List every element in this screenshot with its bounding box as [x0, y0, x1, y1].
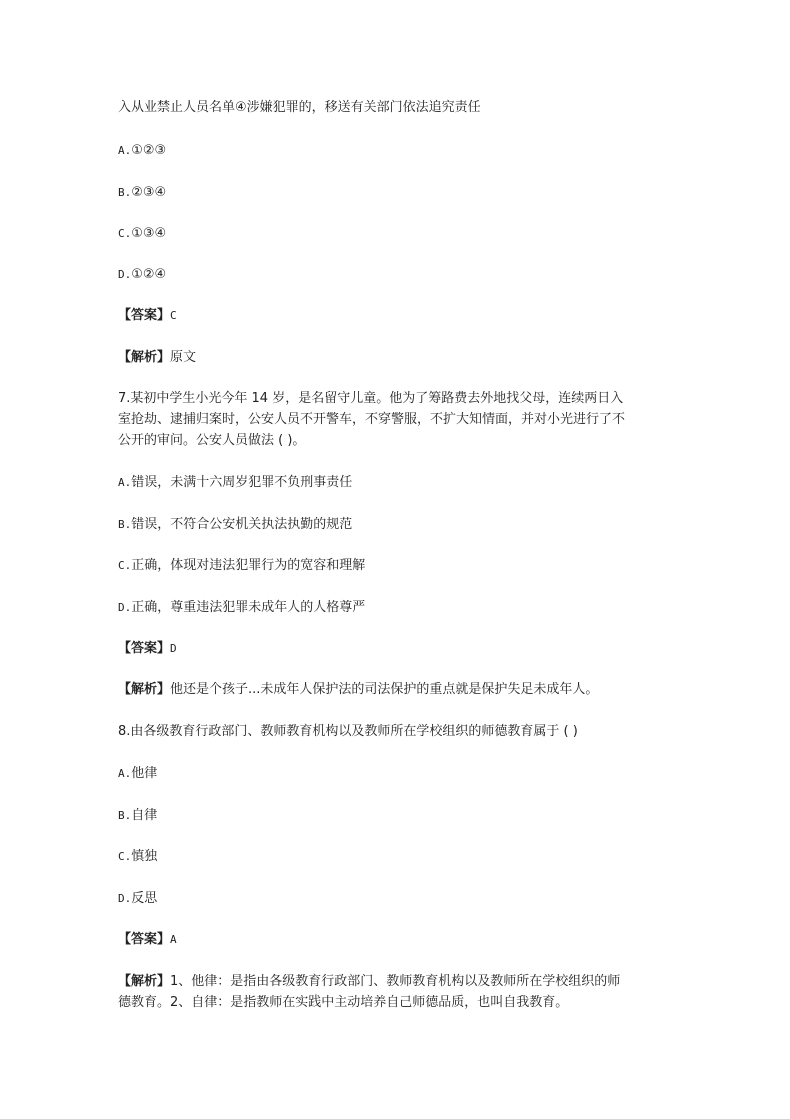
option-text: ①②③: [131, 143, 167, 158]
question-7-line-3: 公开的审问。公安人员做法 ( )。: [118, 433, 306, 448]
analysis-text: 他还是个孩子...未成年人保护法的司法保护的重点就是保护失足未成年人。: [170, 682, 599, 697]
answer-value: C: [170, 309, 177, 322]
analysis-row: [118, 347, 678, 368]
analysis-label: 【解析】: [118, 350, 171, 365]
option-b: [118, 514, 678, 535]
option-text: 慎独: [131, 849, 158, 864]
option-b: [118, 182, 678, 203]
analysis-row: [118, 679, 678, 700]
question-8: 8.由各级教育行政部门、教师教育机构以及教师所在学校组织的师德教育属于 ( ): [118, 724, 578, 739]
option-text: 正确，尊重违法犯罪未成年人的人格尊严: [131, 600, 366, 615]
option-letter: A.: [118, 767, 132, 780]
option-letter: A.: [118, 144, 132, 157]
answer-value: A: [170, 933, 177, 946]
analysis-label: 【解析】: [118, 974, 171, 989]
option-text: 自律: [131, 808, 158, 823]
option-d: [118, 264, 678, 285]
option-d: [118, 888, 678, 909]
option-text: 错误，未满十六周岁犯罪不负刑事责任: [131, 475, 353, 490]
option-letter: A.: [118, 476, 132, 489]
answer-label: 【答案】: [118, 932, 171, 947]
analysis-text: 1、他律：是指由各级教育行政部门、教师教育机构以及教师所在学校组织的师: [170, 974, 621, 989]
option-text: 错误，不符合公安机关执法执勤的规范: [131, 517, 353, 532]
analysis-text: 原文: [170, 350, 197, 365]
option-b: [118, 805, 678, 826]
answer-value: D: [170, 642, 177, 655]
option-text: 反思: [131, 891, 158, 906]
option-a: [118, 763, 678, 784]
analysis-row-line-1: [118, 971, 678, 992]
option-letter: B.: [118, 186, 132, 199]
answer-row: [118, 638, 678, 659]
option-text: 他律: [131, 766, 158, 781]
option-text: ②③④: [131, 185, 167, 200]
option-a: [118, 140, 678, 161]
option-c: [118, 223, 678, 244]
option-c: [118, 555, 678, 576]
option-d: [118, 597, 678, 618]
question-7-line-1: 7.某初中学生小光今年 14 岁，是名留守儿童。他为了筹路费去外地找父母，连续两日入: [118, 391, 624, 406]
option-letter: D.: [118, 601, 132, 614]
question-6-continuation: 入从业禁止人员名单④涉嫌犯罪的，移送有关部门依法追究责任: [118, 100, 481, 115]
option-letter: C.: [118, 559, 132, 572]
option-letter: B.: [118, 809, 132, 822]
option-a: [118, 472, 678, 493]
option-text: ①②④: [131, 267, 167, 282]
option-c: [118, 846, 678, 867]
option-text: ①③④: [131, 226, 167, 241]
option-letter: C.: [118, 850, 132, 863]
option-letter: D.: [118, 268, 132, 281]
answer-row: [118, 305, 678, 326]
answer-label: 【答案】: [118, 308, 171, 323]
question-7-line-2: 室抢劫、逮捕归案时，公安人员不开警车，不穿警服，不扩大知情面，并对小光进行了不: [118, 412, 626, 427]
answer-row: [118, 929, 678, 950]
analysis-row-line-2: 德教育。2、自律：是指教师在实践中主动培养自己师德品质，也叫自我教育。: [118, 995, 569, 1010]
analysis-label: 【解析】: [118, 682, 171, 697]
answer-label: 【答案】: [118, 641, 171, 656]
option-letter: B.: [118, 518, 132, 531]
option-letter: C.: [118, 227, 132, 240]
option-letter: D.: [118, 892, 132, 905]
option-text: 正确，体现对违法犯罪行为的宽容和理解: [131, 558, 366, 573]
